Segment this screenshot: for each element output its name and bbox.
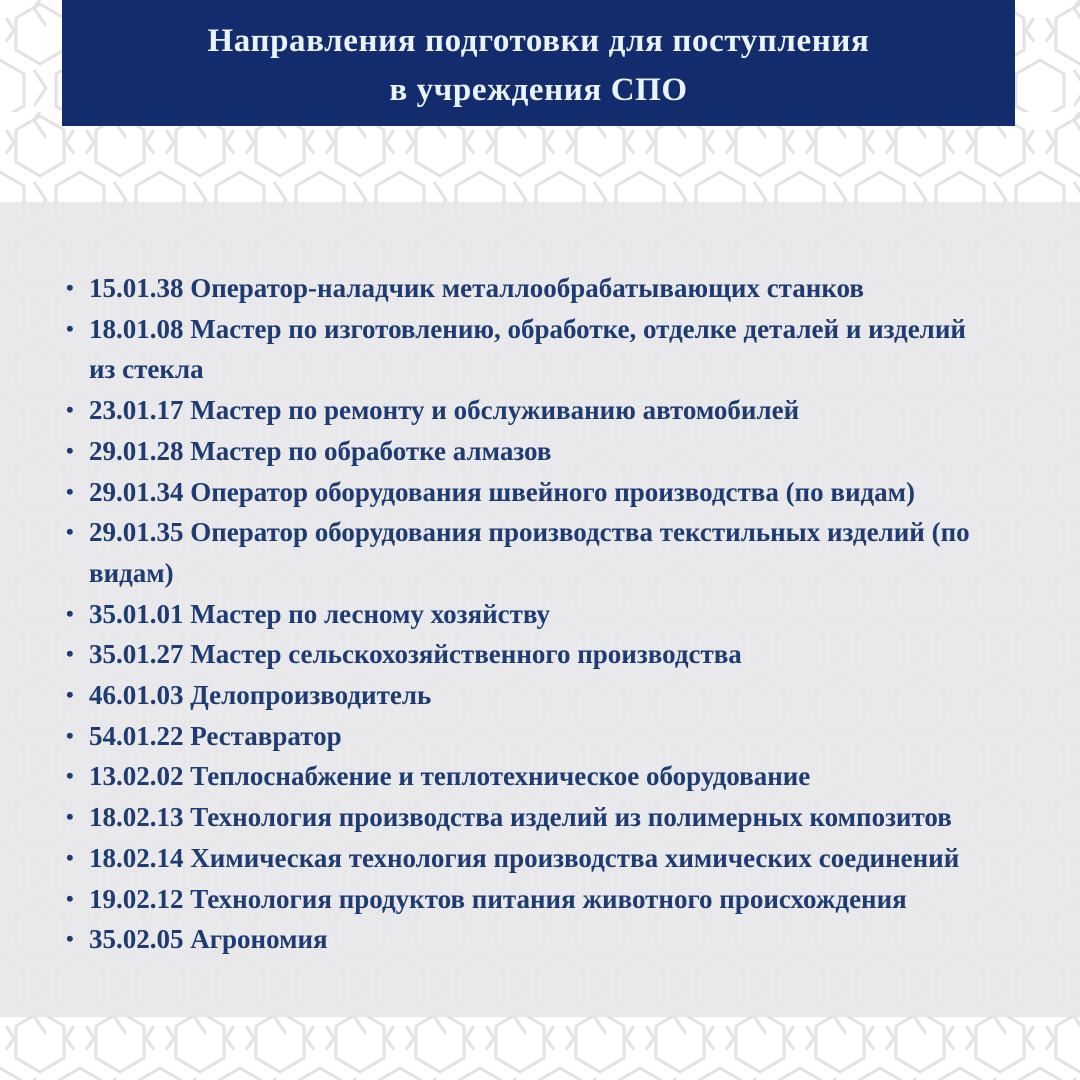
program-text: 54.01.22 Реставратор bbox=[89, 720, 342, 751]
bullet-icon: • bbox=[66, 844, 74, 870]
program-text: 18.01.08 Мастер по изготовлению, обработке, отделке деталей и изделий из стекла bbox=[89, 313, 966, 385]
program-text: 23.01.17 Мастер по ремонту и обслуживанию автомобилей bbox=[89, 395, 800, 426]
list-item bbox=[66, 431, 982, 472]
list-item bbox=[66, 309, 982, 390]
bullet-icon: • bbox=[66, 478, 74, 504]
bullet-icon: • bbox=[66, 315, 74, 341]
program-text: 13.02.02 Теплоснабжение и теплотехническое оборудование bbox=[89, 761, 811, 792]
bullet-icon: • bbox=[66, 519, 74, 545]
program-text: 18.02.14 Химическая технология производства химических соединений bbox=[89, 842, 960, 873]
list-item bbox=[66, 390, 982, 431]
list-item bbox=[66, 838, 982, 879]
list-item bbox=[66, 756, 982, 797]
content-panel bbox=[0, 202, 1080, 1017]
page-title-line1: Направления подготовки для поступления bbox=[207, 22, 870, 59]
program-list bbox=[0, 202, 1080, 960]
bullet-icon: • bbox=[66, 682, 74, 708]
bullet-icon: • bbox=[66, 804, 74, 830]
list-item bbox=[66, 634, 982, 675]
list-item bbox=[66, 512, 982, 593]
program-text: 35.02.05 Агрономия bbox=[89, 924, 328, 955]
list-item bbox=[66, 268, 982, 309]
bullet-icon: • bbox=[66, 763, 74, 789]
bullet-icon: • bbox=[66, 926, 74, 952]
program-text: 19.02.12 Технология продуктов питания животного происхождения bbox=[89, 883, 907, 914]
list-item bbox=[66, 797, 982, 838]
list-item bbox=[66, 594, 982, 635]
program-text: 29.01.28 Мастер по обработке алмазов bbox=[89, 435, 552, 466]
list-item bbox=[66, 919, 982, 960]
program-text: 18.02.13 Технология производства изделий из полимерных композитов bbox=[89, 802, 952, 833]
list-item bbox=[66, 879, 982, 920]
program-text: 29.01.34 Оператор оборудования швейного производства (по видам) bbox=[89, 476, 916, 507]
program-text: 35.01.01 Мастер по лесному хозяйству bbox=[89, 598, 551, 629]
bullet-icon: • bbox=[66, 437, 74, 463]
bullet-icon: • bbox=[66, 600, 74, 626]
list-item bbox=[66, 675, 982, 716]
list-item bbox=[66, 716, 982, 757]
program-text: 46.01.03 Делопроизводитель bbox=[89, 680, 432, 711]
program-text: 15.01.38 Оператор-наладчик металлообрабатывающих станков bbox=[89, 273, 864, 303]
header-banner bbox=[62, 0, 1015, 126]
bullet-icon: • bbox=[66, 275, 74, 300]
bullet-icon: • bbox=[66, 885, 74, 911]
list-item bbox=[66, 472, 982, 513]
program-text: 29.01.35 Оператор оборудования производства текстильных изделий (по видам) bbox=[89, 517, 970, 588]
bullet-icon: • bbox=[66, 641, 74, 667]
bullet-icon: • bbox=[66, 397, 74, 423]
page-title-line2: в учреждения СПО bbox=[389, 72, 688, 108]
program-text: 35.01.27 Мастер сельскохозяйственного производства bbox=[89, 639, 742, 670]
bullet-icon: • bbox=[66, 722, 74, 748]
